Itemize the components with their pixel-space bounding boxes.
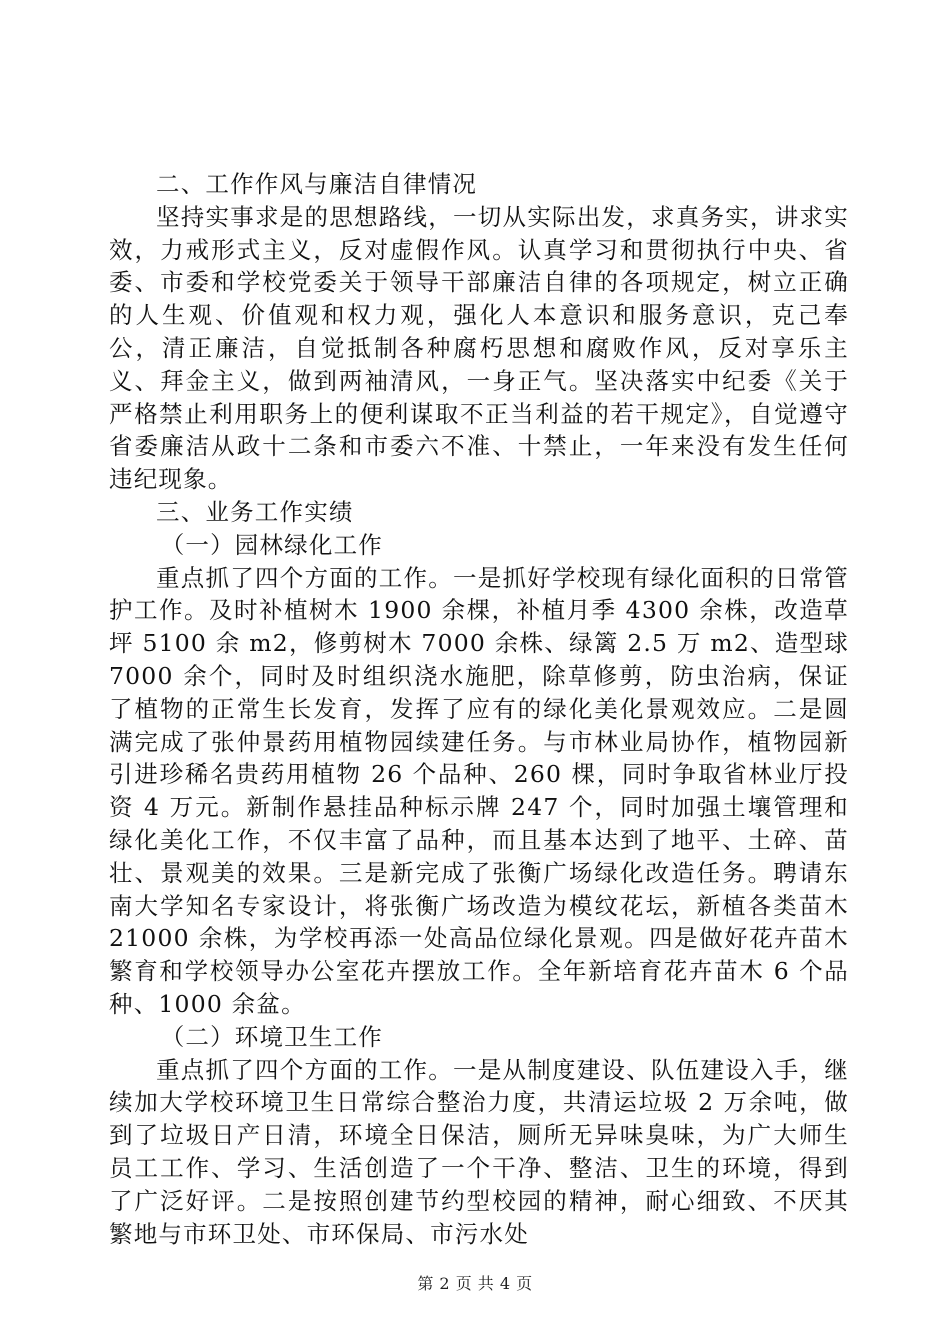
- document-body: [109, 168, 849, 1250]
- paragraph-sanitation: 重点抓了四个方面的工作。一是从制度建设、队伍建设入手，继续加大学校环境卫生日常综合整治力度，共清运垃圾 2 万余吨，做到了垃圾日产日清，环境全日保洁，厕所无异味臭味，为广大师生员工工作、学习、生活创造了一个干净、整洁、卫生的环境，得到了广泛好评。二是按照创建节约型校园的精神，耐心细致、不厌其繁地与市环卫处、市环保局、市污水处: [109, 1055, 849, 1248]
- paragraph-landscaping: 重点抓了四个方面的工作。一是抓好学校现有绿化面积的日常管护工作。及时补植树木 1900 余棵，补植月季 4300 余株，改造草坪 5100 余 m2，修剪树木 7000 余株、绿篱 2.5 万 m2、造型球 7000 余个，同时及时组织浇水施肥，除草修剪，防虫治病，保证了植物的正常生长发育，发挥了应有的绿化美化景观效应。二是圆满完成了张仲景药用植物园续建任务。与市林业局协作，植物园新引进珍稀名贵药用植物 26 个品种、260 棵，同时争取省林业厅投资 4 万元。新制作悬挂品种标示牌 247 个，同时加强土壤管理和绿化美化工作，不仅丰富了品种，而且基本达到了地平、土碎、苗壮、景观美的效果。三是新完成了张衡广场绿化改造任务。聘请东南大学知名专家设计，将张衡广场改造为模纹花坛，新植各类苗木 21000 余株，为学校再添一处高品位绿化景观。四是做好花卉苗木繁育和学校领导办公室花卉摆放工作。全年新培育花卉苗木 6 个品种、1000 余盆。: [109, 563, 849, 1018]
- paragraph-integrity: 坚持实事求是的思想路线，一切从实际出发，求真务实，讲求实效，力戒形式主义，反对虚假作风。认真学习和贯彻执行中央、省委、市委和学校党委关于领导干部廉洁自律的各项规定，树立正确的人生观、价值观和权力观，强化人本意识和服务意识，克己奉公，清正廉洁，自觉抵制各种腐朽思想和腐败作风，反对享乐主义、拜金主义，做到两袖清风，一身正气。坚决落实中纪委《关于严格禁止利用职务上的便利谋取不正当利益的若干规定》，自觉遵守省委廉洁从政十二条和市委六不准、十禁止，一年来没有发生任何违纪现象。: [109, 202, 849, 494]
- section-heading-work-style: 二、工作作风与廉洁自律情况: [156, 170, 478, 198]
- section-heading-business-results: 三、业务工作实绩: [156, 497, 354, 526]
- page-number-footer: 第 2 页 共 4 页: [417, 1274, 533, 1293]
- subheading-landscaping: （一）园林绿化工作: [160, 530, 383, 559]
- subheading-sanitation: （二）环境卫生工作: [160, 1022, 383, 1051]
